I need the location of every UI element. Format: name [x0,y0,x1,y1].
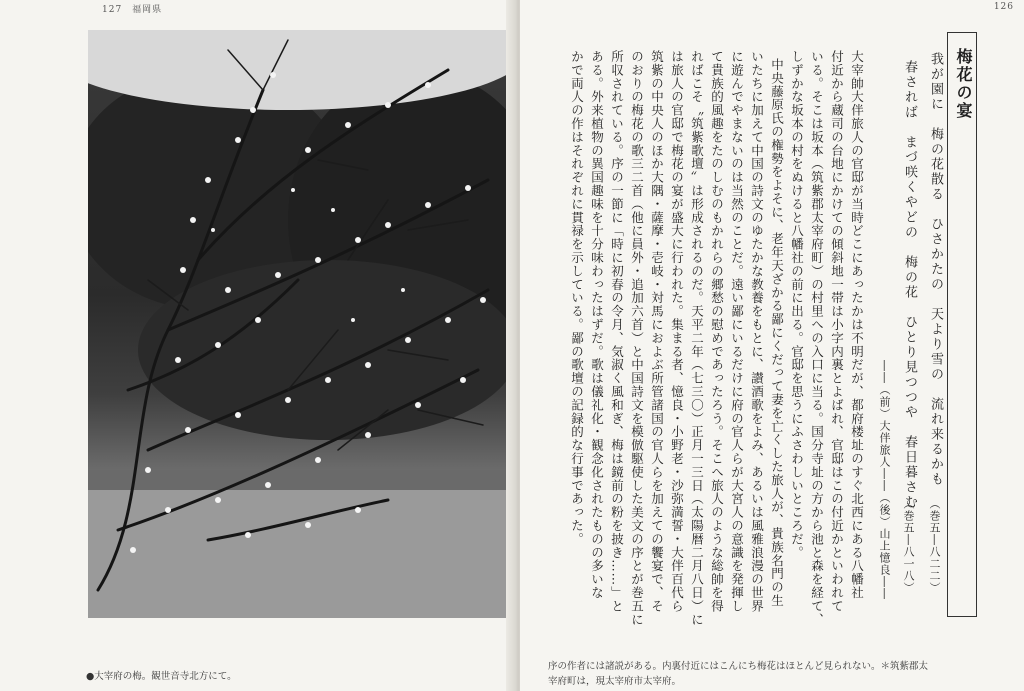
body-line: ればこそ〝筑紫歌壇〟は形成されるのだ。天平二年（七三〇）正月一三日（太陽暦二月八日）に [689,50,705,627]
photo-caption: ●大宰府の梅。観世音寺北方にて。 [86,671,237,682]
body-line: ある。外来植物の異国趣味を十分味わったはずだ。歌は儀礼化・観念化されたものの多いな [589,50,605,600]
poem-2: 春されば まづ咲くやどの 梅の花 ひとり見つつや 春日暮さむ [902,60,917,510]
body-line: 付近から蔵司の台地にかけての傾斜地一帯は小字内裏とよばれ、官邸はこの付近かといわれて [829,50,845,613]
body-line: いる。そこは坂本（筑紫郡太宰府町）の村里への入口に当る。国分寺址の方から池と森を経て、 [809,50,825,627]
body-line: 筑紫の中央人のほか大隅・薩摩・壱岐・対馬におよぶ所管諸国の官人らを加えての饗宴で、そ [649,50,665,613]
body-line: かで両人の作はそれぞれに貫禄を示している。鄙の歌壇の記録的な行事であった。 [569,50,585,546]
article-title: 梅花の宴 [954,48,973,120]
body-line: は旅人の官邸で梅花の宴が盛大に行われた。集まる者、憶良・小野老・沙弥満誓・大伴百代ら [669,50,685,613]
right-running-header: 126 [993,2,1014,12]
poem-1: 我が園に 梅の花散る ひさかたの 天より雪の 流れ来るかも [928,52,943,487]
body-line: 中央藤原氏の権勢をよそに、老年天ざかる鄙にくだって妻を亡くした旅人が、貴族名門の生 [769,58,785,608]
body-line: 所収されている。序の一節に「時に初春の令月、気淑く風和ぎ、梅は鏡前の粉を披き……」と [609,50,625,613]
footnote-line: 序の作者には諸説がある。内裏付近にはこんにち梅花はほとんど見られない。＊筑紫郡太 [548,661,929,672]
body-line: しずかな坂本の村をぬけると八幡社の前に出る。官邸を思うにふさわしいところだ。 [789,50,805,560]
body-line: 大宰帥大伴旅人の官邸が当時どこにあったかは不明だが、都府楼址のすぐ北西にある八幡社 [849,50,865,600]
plum-branches-illustration [88,30,508,618]
body-line: いたちに加えて中国の詩文のゆたかな教養をもとに、讃酒歌をよみ、あるいは風雅浪漫の世界 [749,50,765,613]
body-line: て貴族的風趣をたのしむのもかれらの郷愁の慰めであったろう。そこへ旅人のような総帥を得 [709,50,725,613]
poem-attribution: ――（前）大伴旅人――（後）山上憶良―― [878,360,891,600]
left-running-header: 127 福岡県 [102,5,163,15]
plum-blossom-photo [88,30,508,618]
body-line: に遊んでやまないのは当然のことだ。遠い鄙にいるだけに府の官人らが大宮人の意識を発揮し [729,50,745,613]
footnote-line: 宰府町は，現太宰府市太宰府。 [548,676,682,687]
body-line: のおりの梅花の歌三二首（他に員外・追加六首）と中国詩文を模倣駆使した美文の序とが巻五に [629,50,645,627]
poem-2-reference: （巻五―八一八） [902,498,915,594]
poem-1-reference: （巻五―八二二） [928,498,941,594]
